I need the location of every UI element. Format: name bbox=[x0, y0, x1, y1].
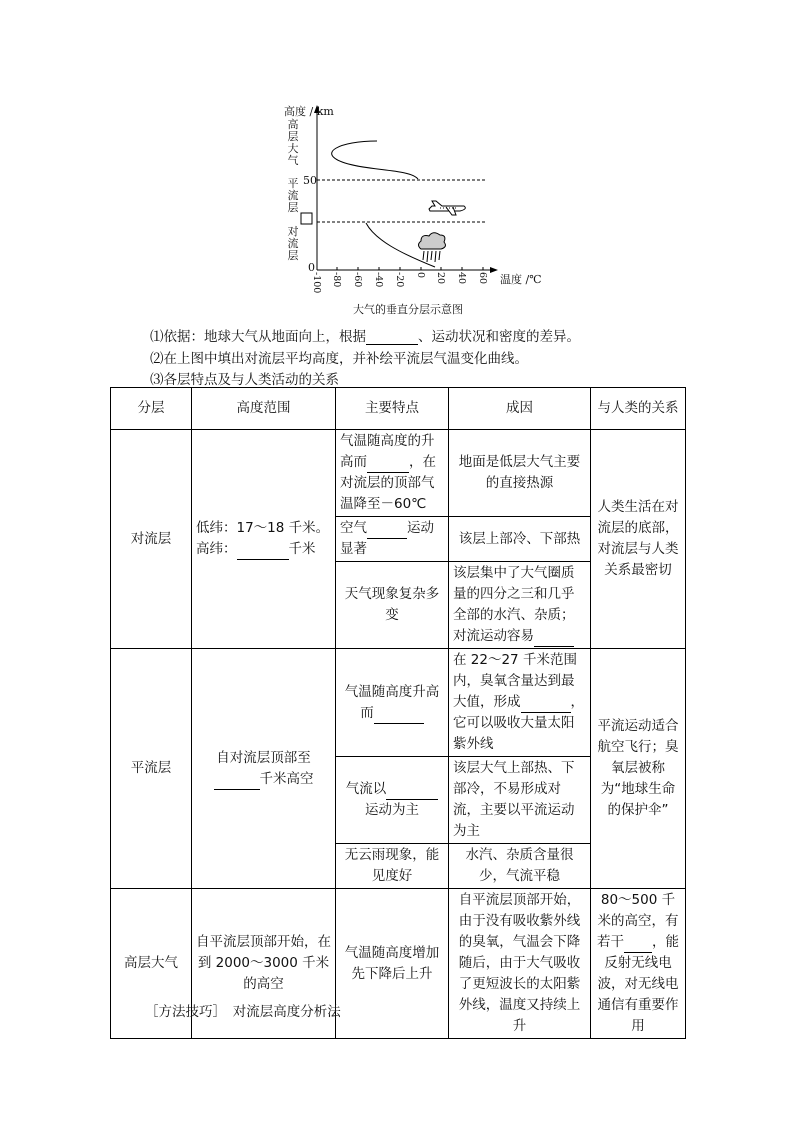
trop-feature-3: 天气现象复杂多变 bbox=[336, 562, 449, 649]
header-relation: 与人类的关系 bbox=[591, 388, 686, 430]
y-axis-label: 高度 / km bbox=[284, 105, 334, 118]
trop-height-answer-box bbox=[301, 213, 312, 224]
figure-caption: 大气的垂直分层示意图 bbox=[353, 303, 463, 316]
x-tick-label: 20 bbox=[435, 272, 446, 285]
header-height: 高度范围 bbox=[192, 388, 336, 430]
layer-label-strat: 平流层 bbox=[287, 177, 299, 214]
answer-blank[interactable] bbox=[367, 457, 409, 473]
layer-label-trop: 对流层 bbox=[287, 225, 299, 262]
trop-cause-3: 该层集中了大气圈质量的四分之三和几乎全部的水汽、杂质；对流运动容易 bbox=[449, 562, 591, 649]
answer-blank[interactable] bbox=[237, 544, 289, 560]
upper-feature-1: 气温随高度增加先下降后上升 bbox=[336, 889, 449, 1039]
strat-height: 自对流层顶部至 千米高空 bbox=[192, 649, 336, 889]
table-row bbox=[111, 649, 686, 757]
strat-feature-1: 气温随高度升高而 bbox=[336, 649, 449, 757]
header-features: 主要特点 bbox=[336, 388, 449, 430]
answer-blank[interactable] bbox=[367, 523, 407, 539]
question-3: ⑶各层特点及与人类活动的关系 bbox=[150, 372, 339, 388]
trop-cause-1: 地面是低层大气主要的直接热源 bbox=[449, 430, 591, 517]
x-tick-label: -60 bbox=[352, 272, 363, 288]
answer-blank[interactable] bbox=[624, 937, 652, 953]
answer-blank[interactable] bbox=[534, 631, 574, 647]
trop-feature-2: 空气 运动显著 bbox=[336, 517, 449, 562]
question-2: ⑵在上图中填出对流层平均高度，并补绘平流层气温变化曲线。 bbox=[150, 351, 528, 367]
upper-relation: 80～500 千米的高空，有若干 ，能反射无线电波，对无线电通信有重要作用 bbox=[591, 889, 686, 1039]
table-row bbox=[111, 430, 686, 517]
x-tick-label: -40 bbox=[373, 272, 384, 288]
trop-cause-2: 该层上部冷、下部热 bbox=[449, 517, 591, 562]
answer-blank[interactable] bbox=[214, 774, 260, 790]
x-tick-label: -20 bbox=[394, 272, 405, 288]
strat-relation: 平流运动适合航空飞行；臭氧层被称为“地球生命的保护伞” bbox=[591, 649, 686, 889]
atmosphere-figure bbox=[270, 95, 560, 320]
layer-name-trop: 对流层 bbox=[111, 430, 192, 649]
trop-relation: 人类生活在对流层的底部，对流层与人类关系最密切 bbox=[591, 430, 686, 649]
trop-height: 低纬：17～18 千米。 高纬： 千米 bbox=[192, 430, 336, 649]
question-1: ⑴依据：地球大气从地面向上，根据 、运动状况和密度的差异。 bbox=[150, 329, 580, 345]
layer-label-upper: 高层大气 bbox=[287, 118, 299, 167]
header-cause: 成因 bbox=[449, 388, 591, 430]
strat-cause-1: 在 22～27 千米范围内，臭氧含量达到最大值，形成 ，它可以吸收大量太阳紫外线 bbox=[449, 649, 591, 757]
upper-cause-1: 自平流层顶部开始，由于没有吸收紫外线的臭氧，气温会下降随后，由于大气吸收了更短波长的太阳紫外线，温度又持续上升 bbox=[449, 889, 591, 1039]
table-header-row bbox=[111, 388, 686, 430]
answer-blank[interactable] bbox=[374, 708, 424, 724]
answer-blank[interactable] bbox=[386, 784, 438, 800]
y-tick-50: 50 bbox=[303, 174, 317, 187]
x-tick-label: 0 bbox=[415, 272, 426, 279]
upper-temp-curve bbox=[332, 141, 418, 179]
x-tick-label: 40 bbox=[456, 272, 467, 285]
airplane-icon bbox=[429, 201, 465, 215]
atmosphere-layers-table bbox=[110, 387, 686, 1039]
strat-cause-2: 该层大气上部热、下部冷，不易形成对流，主要以平流运动为主 bbox=[449, 757, 591, 844]
x-axis-label: 温度 /℃ bbox=[500, 273, 542, 286]
answer-blank[interactable] bbox=[521, 697, 571, 713]
trop-feature-1: 气温随高度的升高而 ，在对流层的顶部气温降至－60℃ bbox=[336, 430, 449, 517]
upper-height: 自平流层顶部开始，在到 2000～3000 千米的高空 bbox=[192, 889, 336, 1039]
x-tick-label: -100 bbox=[311, 272, 322, 294]
layer-name-upper: 高层大气 bbox=[111, 889, 192, 1039]
x-tick-label: 60 bbox=[477, 272, 488, 285]
strat-feature-3: 无云雨现象，能见度好 bbox=[336, 844, 449, 889]
header-layer: 分层 bbox=[111, 388, 192, 430]
strat-cause-3: 水汽、杂质含量很少，气流平稳 bbox=[449, 844, 591, 889]
x-tick-label: -80 bbox=[331, 272, 342, 288]
y-tick-0: 0 bbox=[308, 261, 315, 274]
strat-feature-2: 气流以运动为主 bbox=[336, 757, 449, 844]
method-tip: ［方法技巧］ 对流层高度分析法 bbox=[145, 1004, 341, 1020]
answer-blank[interactable] bbox=[366, 329, 418, 345]
x-axis-arrow bbox=[490, 267, 498, 273]
rain-cloud-icon bbox=[419, 233, 446, 262]
layer-name-strat: 平流层 bbox=[111, 649, 192, 889]
